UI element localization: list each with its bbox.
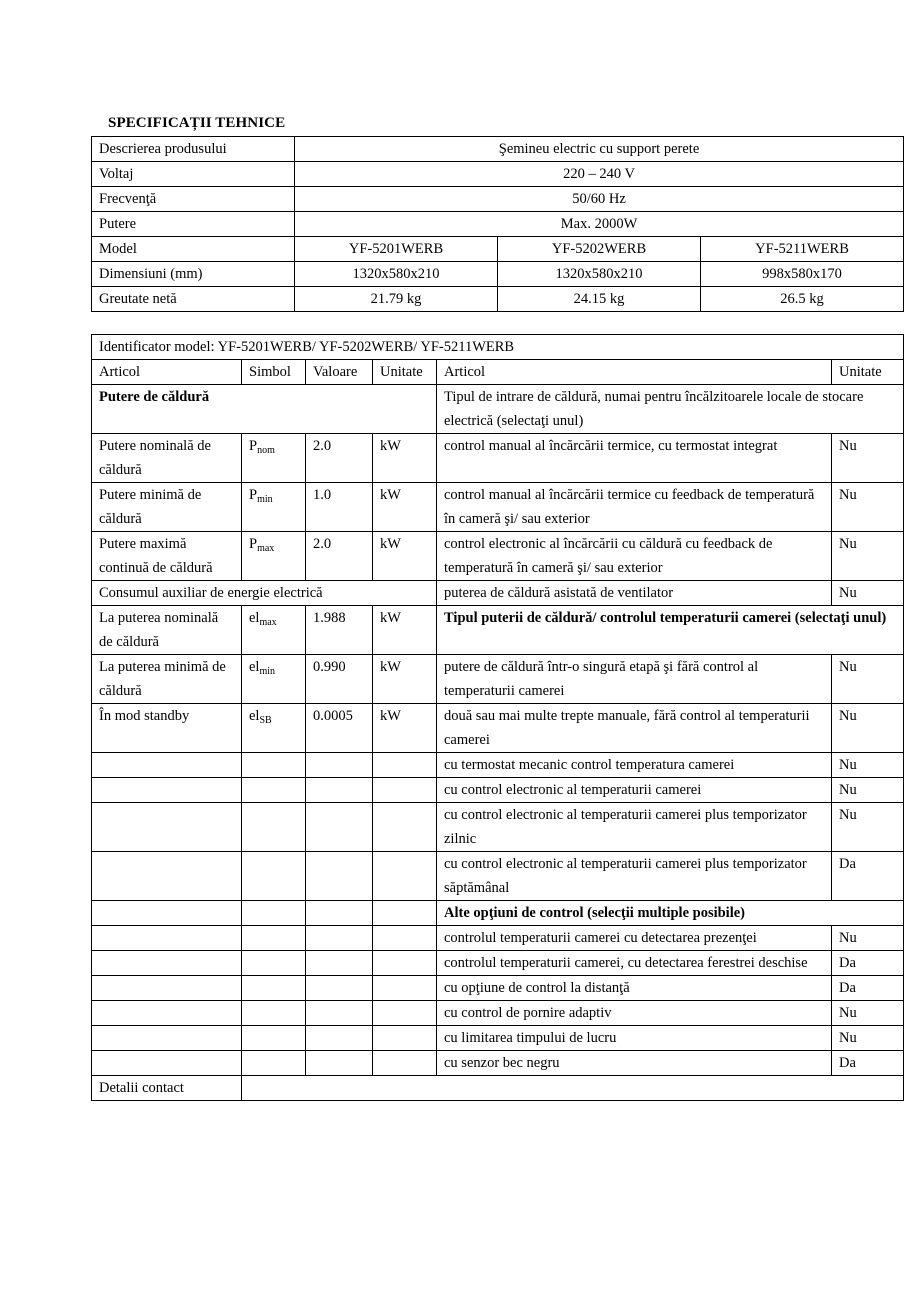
table-row xyxy=(92,162,904,187)
spec-label: Descrierea produsului xyxy=(92,137,295,162)
section-heading: Consumul auxiliar de energie electrică xyxy=(92,581,437,606)
option-answer: Nu xyxy=(832,926,904,951)
option-text: două sau mai multe trepte manuale, fără control al temperaturii camerei xyxy=(437,704,832,753)
table-row xyxy=(92,778,904,803)
empty-cell xyxy=(92,951,242,976)
table-row xyxy=(92,704,904,753)
empty-cell xyxy=(92,976,242,1001)
section-heading: Tipul puterii de căldură/ controlul temperaturii camerei (selectaţi unul) xyxy=(437,606,904,655)
empty-cell xyxy=(306,951,373,976)
option-text: puterea de căldură asistată de ventilator xyxy=(437,581,832,606)
option-text: control electronic al încărcării cu căldură cu feedback de temperatură în cameră şi/ sau exterior xyxy=(437,532,832,581)
table-row xyxy=(92,606,904,655)
row-label: În mod standby xyxy=(92,704,242,753)
option-text: putere de căldură într-o singură etapă şi fără control al temperaturii camerei xyxy=(437,655,832,704)
row-label: Putere nominală de căldură xyxy=(92,434,242,483)
row-label: La puterea minimă de căldură xyxy=(92,655,242,704)
spec-value: 1320x580x210 xyxy=(498,262,701,287)
section-heading: Tipul de intrare de căldură, numai pentru încălzitoarele locale de stocare electrică (selectaţi unul) xyxy=(437,385,904,434)
empty-cell xyxy=(92,803,242,852)
empty-cell xyxy=(306,1026,373,1051)
spec-value: YF-5211WERB xyxy=(701,237,904,262)
row-label: Putere maximă continuă de căldură xyxy=(92,532,242,581)
option-text: cu control de pornire adaptiv xyxy=(437,1001,832,1026)
empty-cell xyxy=(373,926,437,951)
row-label: La puterea nominală de căldură xyxy=(92,606,242,655)
empty-cell xyxy=(306,1051,373,1076)
row-unit: kW xyxy=(373,704,437,753)
section-heading: Putere de căldură xyxy=(92,385,437,434)
table-row xyxy=(92,901,904,926)
spec-value: 1320x580x210 xyxy=(295,262,498,287)
option-answer: Nu xyxy=(832,434,904,483)
option-text: cu control electronic al temperaturii camerei xyxy=(437,778,832,803)
spec-value: 26.5 kg xyxy=(701,287,904,312)
empty-cell xyxy=(306,753,373,778)
empty-cell xyxy=(92,852,242,901)
option-text: cu limitarea timpului de lucru xyxy=(437,1026,832,1051)
empty-cell xyxy=(92,901,242,926)
spec-value: 21.79 kg xyxy=(295,287,498,312)
option-answer: Nu xyxy=(832,581,904,606)
spec-value: Şemineu electric cu support perete xyxy=(295,137,904,162)
empty-cell xyxy=(92,1001,242,1026)
empty-cell xyxy=(373,1051,437,1076)
empty-cell xyxy=(373,1001,437,1026)
empty-cell xyxy=(242,1026,306,1051)
row-symbol: $el_{max}$ xyxy=(242,606,306,655)
row-value: 0.0005 xyxy=(306,704,373,753)
option-text: control manual al încărcării termice, cu termostat integrat xyxy=(437,434,832,483)
spec-label: Greutate netă xyxy=(92,287,295,312)
empty-cell xyxy=(242,753,306,778)
column-header: Articol xyxy=(92,360,242,385)
column-header: Simbol xyxy=(242,360,306,385)
spec-value: Max. 2000W xyxy=(295,212,904,237)
column-header: Articol xyxy=(437,360,832,385)
page-title: SPECIFICAȚII TEHNICE xyxy=(108,115,286,131)
table-row xyxy=(92,335,904,360)
empty-cell xyxy=(373,778,437,803)
option-answer: Da xyxy=(832,951,904,976)
option-text: cu opţiune de control la distanţă xyxy=(437,976,832,1001)
row-unit: kW xyxy=(373,655,437,704)
table-row xyxy=(92,926,904,951)
table-row xyxy=(92,385,904,434)
spec-value: YF-5202WERB xyxy=(498,237,701,262)
row-label: Detalii contact xyxy=(92,1076,242,1101)
column-header: Unitate xyxy=(373,360,437,385)
table-row xyxy=(92,212,904,237)
option-answer: Nu xyxy=(832,704,904,753)
empty-cell xyxy=(242,926,306,951)
spec-label: Voltaj xyxy=(92,162,295,187)
table-row xyxy=(92,483,904,532)
empty-cell xyxy=(92,926,242,951)
table-row xyxy=(92,287,904,312)
empty-cell xyxy=(242,951,306,976)
row-symbol: $P_{max}$ xyxy=(242,532,306,581)
table-header-row xyxy=(92,360,904,385)
empty-cell xyxy=(242,901,306,926)
row-symbol: $P_{min}$ xyxy=(242,483,306,532)
option-text: cu senzor bec negru xyxy=(437,1051,832,1076)
empty-cell xyxy=(242,1051,306,1076)
spec-label: Frecvenţă xyxy=(92,187,295,212)
table-row xyxy=(92,852,904,901)
model-identifier: Identificator model: YF-5201WERB/ YF-5202WERB/ YF-5211WERB xyxy=(92,335,904,360)
spec-value: 998x580x170 xyxy=(701,262,904,287)
spec-label: Putere xyxy=(92,212,295,237)
column-header: Valoare xyxy=(306,360,373,385)
empty-cell xyxy=(373,753,437,778)
empty-cell xyxy=(92,753,242,778)
column-header: Unitate xyxy=(832,360,904,385)
option-answer: Da xyxy=(832,976,904,1001)
spec-label: Model xyxy=(92,237,295,262)
table-row xyxy=(92,434,904,483)
empty-cell xyxy=(373,1026,437,1051)
option-text: cu termostat mecanic control temperatura camerei xyxy=(437,753,832,778)
option-answer: Da xyxy=(832,852,904,901)
table-row xyxy=(92,753,904,778)
spec-value: YF-5201WERB xyxy=(295,237,498,262)
spec-value: 220 – 240 V xyxy=(295,162,904,187)
row-unit: kW xyxy=(373,434,437,483)
option-answer: Nu xyxy=(832,532,904,581)
row-label: Putere minimă de căldură xyxy=(92,483,242,532)
table-row xyxy=(92,1051,904,1076)
empty-cell xyxy=(373,852,437,901)
table-row xyxy=(92,581,904,606)
spec-label: Dimensiuni (mm) xyxy=(92,262,295,287)
empty-cell xyxy=(306,926,373,951)
section-heading: Alte opţiuni de control (selecţii multiple posibile) xyxy=(437,901,904,926)
option-answer: Nu xyxy=(832,778,904,803)
row-value: 0.990 xyxy=(306,655,373,704)
table-row xyxy=(92,262,904,287)
empty-cell xyxy=(306,976,373,1001)
option-text: cu control electronic al temperaturii camerei plus temporizator zilnic xyxy=(437,803,832,852)
table-row xyxy=(92,976,904,1001)
row-value: 1.0 xyxy=(306,483,373,532)
table-row xyxy=(92,1026,904,1051)
row-symbol: $el_{min}$ xyxy=(242,655,306,704)
row-symbol: $P_{nom}$ xyxy=(242,434,306,483)
table-row xyxy=(92,187,904,212)
empty-cell xyxy=(92,778,242,803)
row-value: 1.988 xyxy=(306,606,373,655)
spec-value: 50/60 Hz xyxy=(295,187,904,212)
empty-cell xyxy=(242,1001,306,1026)
option-answer: Nu xyxy=(832,483,904,532)
empty-cell xyxy=(242,852,306,901)
empty-cell xyxy=(306,803,373,852)
option-answer: Nu xyxy=(832,655,904,704)
option-text: controlul temperaturii camerei cu detectarea prezenţei xyxy=(437,926,832,951)
empty-cell xyxy=(92,1026,242,1051)
table-row xyxy=(92,803,904,852)
option-text: cu control electronic al temperaturii camerei plus temporizator săptămânal xyxy=(437,852,832,901)
option-text: controlul temperaturii camerei, cu detectarea ferestrei deschise xyxy=(437,951,832,976)
empty-cell xyxy=(242,778,306,803)
ecodesign-table xyxy=(91,334,904,1101)
row-symbol: $el_{SB}$ xyxy=(242,704,306,753)
specs-table xyxy=(91,136,904,312)
row-unit: kW xyxy=(373,532,437,581)
empty-cell xyxy=(242,976,306,1001)
table-row xyxy=(92,137,904,162)
option-answer: Da xyxy=(832,1051,904,1076)
contact-value xyxy=(242,1076,904,1101)
empty-cell xyxy=(306,1001,373,1026)
table-row xyxy=(92,1001,904,1026)
spec-value: 24.15 kg xyxy=(498,287,701,312)
option-answer: Nu xyxy=(832,1001,904,1026)
empty-cell xyxy=(306,852,373,901)
empty-cell xyxy=(373,803,437,852)
empty-cell xyxy=(92,1051,242,1076)
table-row xyxy=(92,655,904,704)
table-row xyxy=(92,532,904,581)
row-unit: kW xyxy=(373,606,437,655)
empty-cell xyxy=(306,778,373,803)
table-row xyxy=(92,1076,904,1101)
row-value: 2.0 xyxy=(306,532,373,581)
empty-cell xyxy=(242,803,306,852)
table-row xyxy=(92,951,904,976)
table-row xyxy=(92,237,904,262)
empty-cell xyxy=(373,901,437,926)
row-unit: kW xyxy=(373,483,437,532)
empty-cell xyxy=(373,976,437,1001)
empty-cell xyxy=(306,901,373,926)
option-answer: Nu xyxy=(832,803,904,852)
option-answer: Nu xyxy=(832,1026,904,1051)
empty-cell xyxy=(373,951,437,976)
option-answer: Nu xyxy=(832,753,904,778)
row-value: 2.0 xyxy=(306,434,373,483)
option-text: control manual al încărcării termice cu feedback de temperatură în cameră şi/ sau exterior xyxy=(437,483,832,532)
